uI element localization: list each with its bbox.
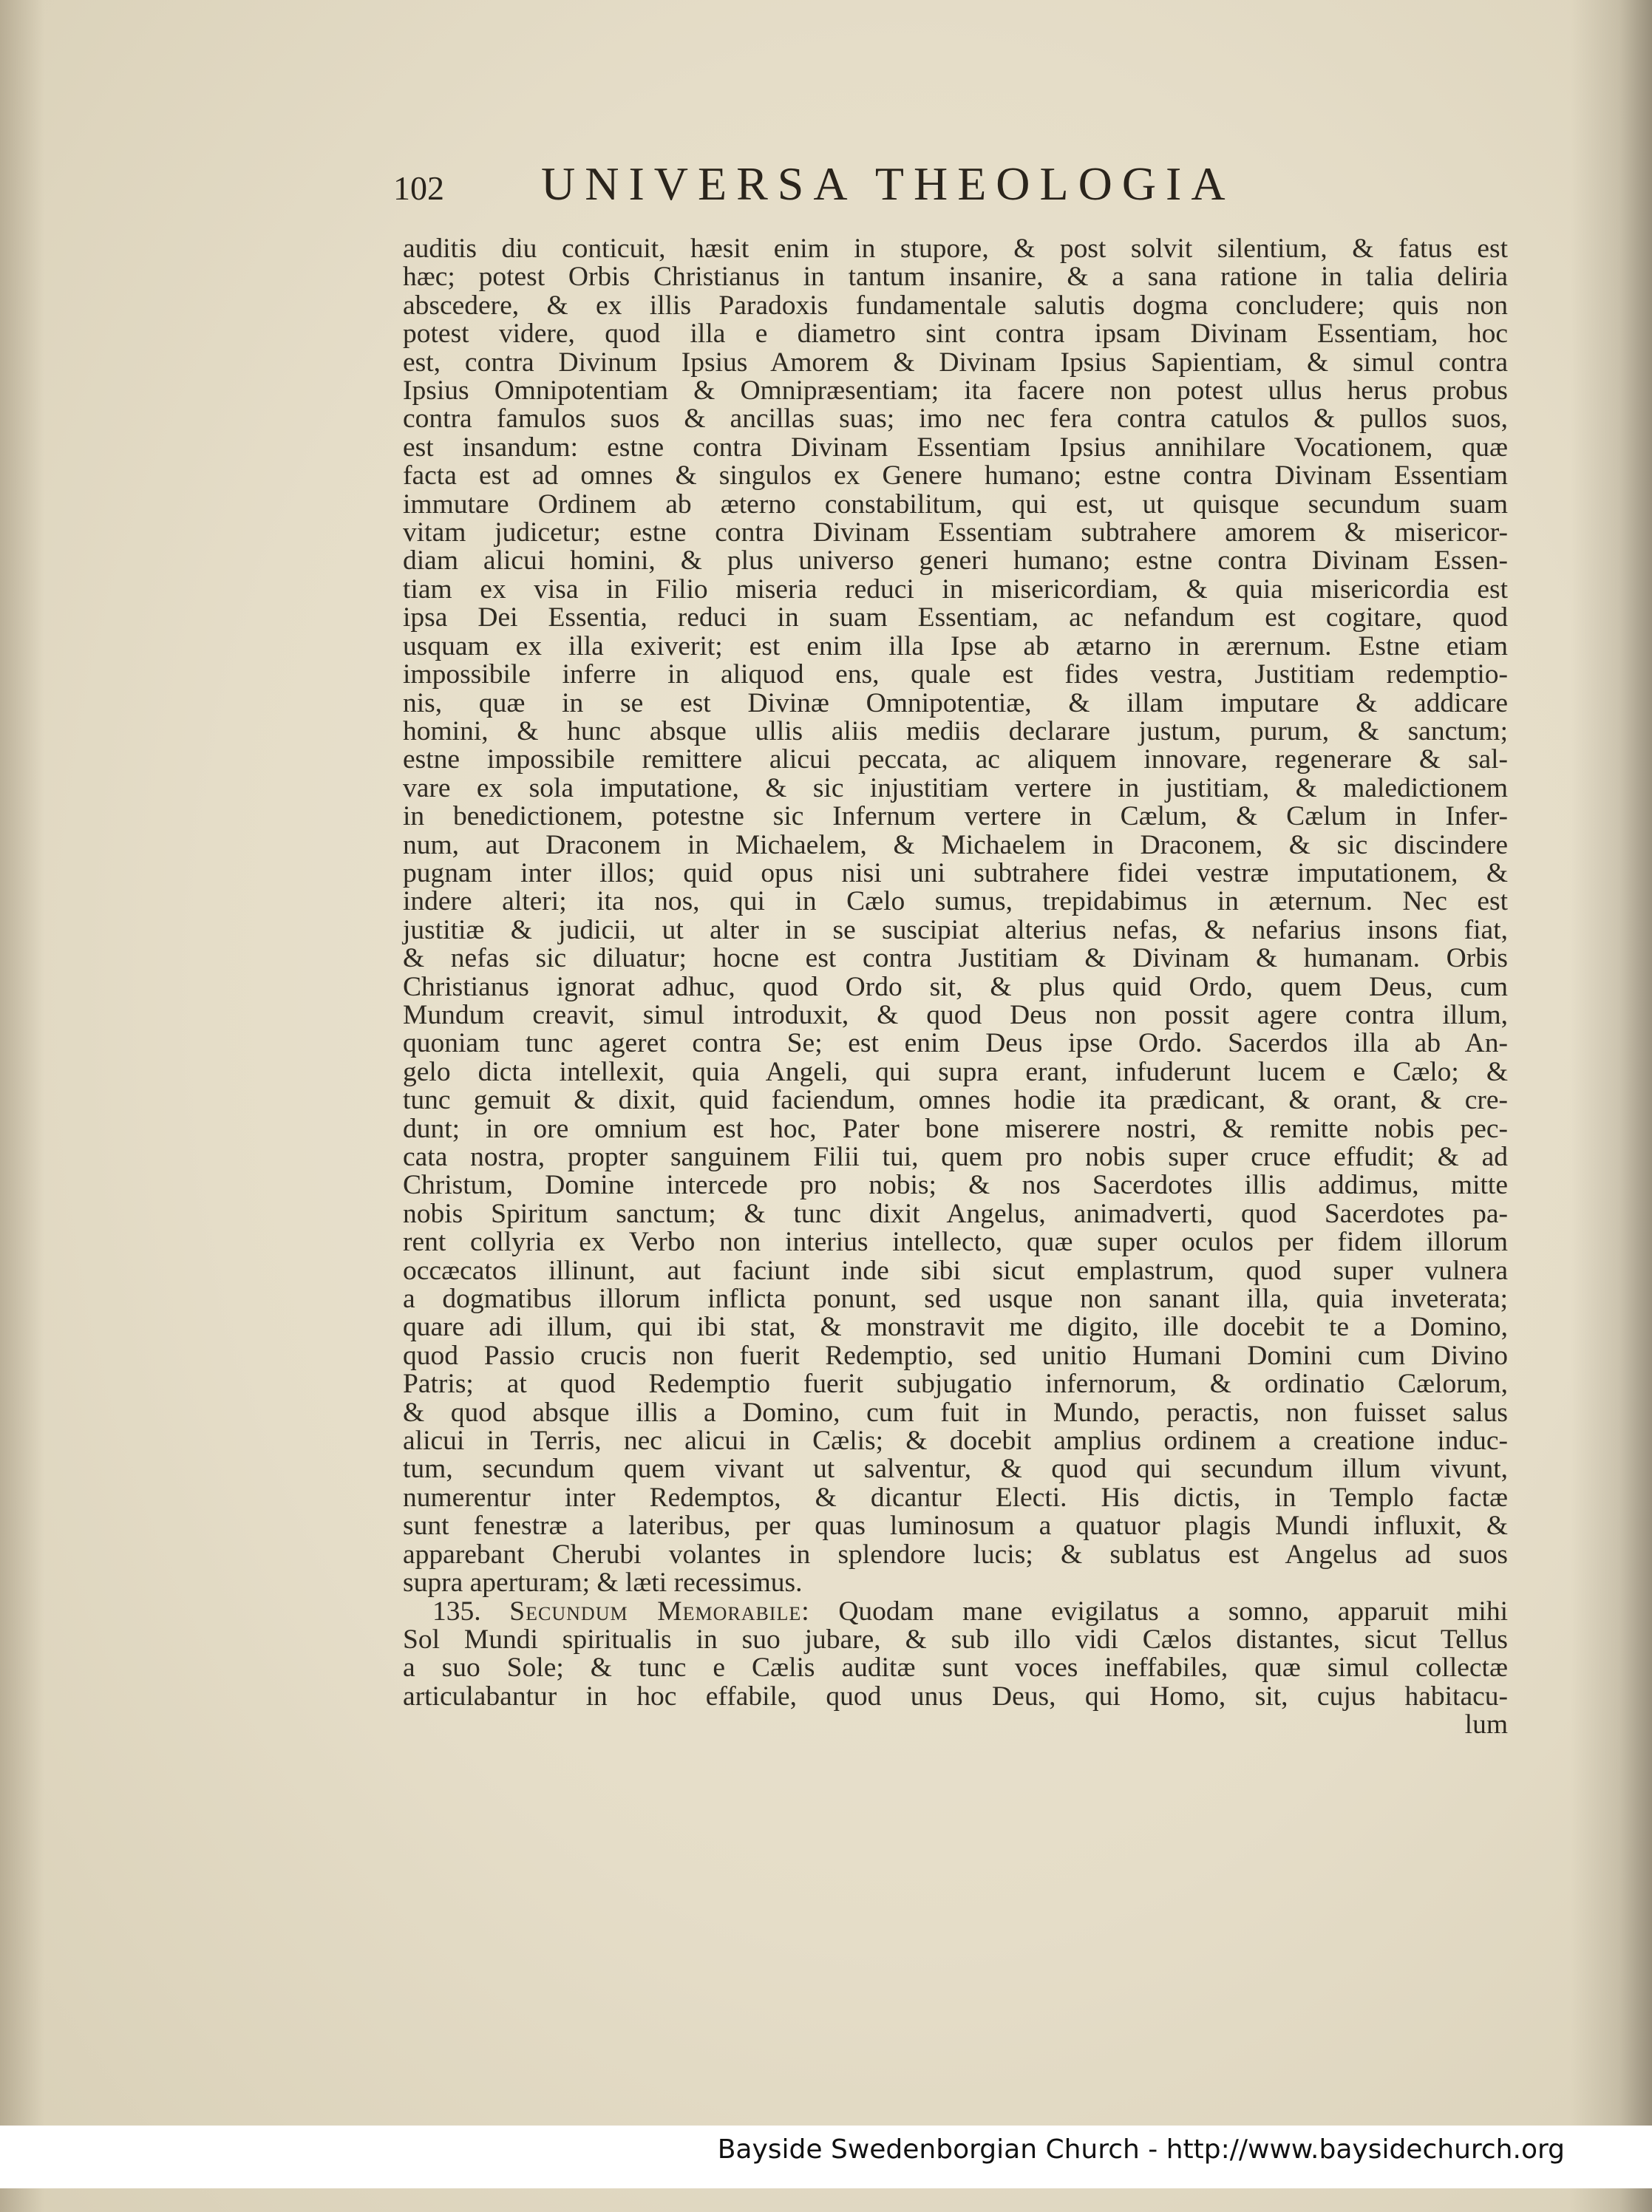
text-line: ipsa Dei Essentia, reduci in suam Essentiam, ac nefandum est cogitare, quod bbox=[403, 602, 1508, 633]
text-line: num, aut Draconem in Michaelem, & Michaelem in Draconem, & sic discindere bbox=[403, 829, 1508, 860]
text-line: impossibile inferre in aliquod ens, quale est fides vestra, Justitiam redemptio- bbox=[403, 659, 1508, 690]
text-line: auditis diu conticuit, hæsit enim in stupore, & post solvit silentium, & fatus est bbox=[403, 234, 1508, 264]
text-line: a suo Sole; & tunc e Cælis auditæ sunt voces ineffabiles, quæ simul collectæ bbox=[403, 1653, 1508, 1684]
text-line: tunc gemuit & dixit, quid faciendum, omnes hodie ita prædicant, & orant, & cre- bbox=[403, 1085, 1508, 1116]
text-line: est insandum: estne contra Divinam Essentiam Ipsius annihilare Vocationem, quæ bbox=[403, 432, 1508, 463]
text-line: occæcatos illinunt, aut faciunt inde sibi sicut emplastrum, quod super vulnera bbox=[403, 1255, 1508, 1286]
text-line: articulabantur in hoc effabile, quod unus Deus, qui Homo, sit, cujus habitacu- bbox=[403, 1681, 1508, 1712]
text-line: immutare Ordinem ab æterno constabilitum, qui est, ut quisque secundum suam bbox=[403, 489, 1508, 520]
page-edge-shading bbox=[0, 0, 44, 2212]
text-line: tiam ex visa in Filio miseria reduci in misericordiam, & quia misericordia est bbox=[403, 574, 1508, 605]
text-line: quare adi illum, qui ibi stat, & monstravit me digito, ille docebit te a Domino, bbox=[403, 1312, 1508, 1343]
text-fragment: Quodam mane evigilatus a somno, apparuit mihi bbox=[838, 1596, 1509, 1627]
text-line: indere alteri; ita nos, qui in Cælo sumus, trepidabimus in æternum. Nec est bbox=[403, 886, 1508, 917]
text-line: apparebant Cherubi volantes in splendore lucis; & sublatus est Angelus ad suos bbox=[403, 1539, 1508, 1570]
text-line: est, contra Divinum Ipsius Amorem & Divinam Ipsius Sapientiam, & simul contra bbox=[403, 347, 1508, 378]
text-line: diam alicui homini, & plus universo generi humano; estne contra Divinam Essen- bbox=[403, 545, 1508, 576]
text-line: Mundum creavit, simul introduxit, & quod Deus non possit agere contra illum, bbox=[403, 999, 1508, 1030]
text-line: justitiæ & judicii, ut alter in se suscipiat alterius nefas, & nefarius insons fiat, bbox=[403, 914, 1508, 945]
text-line: pugnam inter illos; quid opus nisi uni subtrahere fidei vestræ imputationem, & bbox=[403, 857, 1508, 888]
text-line: & nefas sic diluatur; hocne est contra Justitiam & Divinam & humanam. Orbis bbox=[403, 943, 1508, 974]
text-line: nis, quæ in se est Divinæ Omnipotentiæ, & illam imputare & addicare bbox=[403, 687, 1508, 718]
text-line: usquam ex illa exiverit; est enim illa Ipse ab ætarno in ærernum. Estne etiam bbox=[403, 630, 1508, 661]
catchword: lum bbox=[1464, 1709, 1508, 1740]
text-line: hæc; potest Orbis Christianus in tantum insanire, & a sana ratione in talia deliria bbox=[403, 262, 1508, 293]
text-line: Patris; at quod Redemptio fuerit subjugatio infernorum, & ordinatio Cælorum, bbox=[403, 1369, 1508, 1400]
footer-credit: Bayside Swedenborgian Church - http://www.baysidechurch.org bbox=[717, 2134, 1565, 2165]
page-number: 102 bbox=[393, 169, 444, 207]
gutter-shadow bbox=[1571, 0, 1652, 2212]
text-line: tum, secundum quem vivant ut salventur, & quod qui secundum illum vivunt, bbox=[403, 1454, 1508, 1485]
body-text bbox=[403, 235, 1508, 1740]
text-line: Sol Mundi spiritualis in suo jubare, & sub illo vidi Cælos distantes, sicut Tellus bbox=[403, 1624, 1508, 1655]
text-line: rent collyria ex Verbo non interius intellecto, quæ super oculos per fidem illorum bbox=[403, 1227, 1508, 1258]
text-line: in benedictionem, potestne sic Infernum vertere in Cælum, & Cælum in Infer- bbox=[403, 801, 1508, 832]
text-line: a dogmatibus illorum inflicta ponunt, sed usque non sanant illa, quia inveterata; bbox=[403, 1284, 1508, 1315]
paragraph-end-line: supra aperturam; & læti recessimus. bbox=[403, 1568, 803, 1599]
text-line: dunt; in ore omnium est hoc, Pater bone miserere nostri, & remitte nobis pec- bbox=[403, 1113, 1508, 1144]
text-line: vare ex sola imputatione, & sic injustitiam vertere in justitiam, & maledictionem bbox=[403, 772, 1508, 803]
text-line: numerentur inter Redemptos, & dicantur Electi. His dictis, in Templo factæ bbox=[403, 1482, 1508, 1513]
text-line: nobis Spiritum sanctum; & tunc dixit Angelus, animadverti, quod Sacerdotes pa- bbox=[403, 1198, 1508, 1229]
text-line: gelo dicta intellexit, quia Angeli, qui supra erant, infuderunt lucem e Cælo; & bbox=[403, 1056, 1508, 1087]
text-line: estne impossibile remittere alicui peccata, ac aliquem innovare, regenerare & sal- bbox=[403, 744, 1508, 775]
text-line: facta est ad omnes & singulos ex Genere humano; estne contra Divinam Essentiam bbox=[403, 460, 1508, 491]
text-line: sunt fenestræ a lateribus, per quas luminosum a quatuor plagis Mundi influxit, & bbox=[403, 1511, 1508, 1542]
text-line: quoniam tunc ageret contra Se; est enim Deus ipse Ordo. Sacerdos illa ab An- bbox=[403, 1028, 1508, 1059]
text-line: Christianus ignorat adhuc, quod Ordo sit, & plus quid Ordo, quem Deus, cum bbox=[403, 971, 1508, 1002]
text-line: cata nostra, propter sanguinem Filii tui, quem pro nobis super cruce effudit; & ad bbox=[403, 1142, 1508, 1172]
text-line: vitam judicetur; estne contra Divinam Essentiam subtrahere amorem & misericor- bbox=[403, 517, 1508, 548]
text-line: & quod absque illis a Domino, cum fuit in Mundo, peractis, non fuisset salus bbox=[403, 1397, 1508, 1428]
text-line: quod Passio crucis non fuerit Redemptio, sed unitio Humani Domini cum Divino bbox=[403, 1340, 1508, 1371]
paragraph-135-first-line bbox=[403, 1598, 1508, 1626]
text-line: alicui in Terris, nec alicui in Cælis; & docebit amplius ordinem a creatione induc- bbox=[403, 1426, 1508, 1457]
paragraph-number: 135. bbox=[432, 1596, 481, 1627]
text-line: Christum, Domine intercede pro nobis; & nos Sacerdotes illis addimus, mitte bbox=[403, 1170, 1508, 1201]
running-header bbox=[393, 152, 1387, 211]
text-line: homini, & hunc absque ullis aliis mediis declarare justum, purum, & sanctum; bbox=[403, 715, 1508, 746]
section-heading: Secundum Memorabile: bbox=[509, 1596, 810, 1627]
running-title: UNIVERSA THEOLOGIA bbox=[541, 157, 1235, 210]
text-line: potest videre, quod illa e diametro sint contra ipsam Divinam Essentiam, hoc bbox=[403, 319, 1508, 350]
text-line: Ipsius Omnipotentiam & Omnipræsentiam; ita facere non potest ullus herus probus bbox=[403, 375, 1508, 406]
text-line: contra famulos suos & ancillas suas; imo nec fera contra catulos & pullos suos, bbox=[403, 404, 1508, 435]
text-line: abscedere, & ex illis Paradoxis fundamentale salutis dogma concludere; quis non bbox=[403, 290, 1508, 321]
footer-band bbox=[0, 2126, 1652, 2188]
